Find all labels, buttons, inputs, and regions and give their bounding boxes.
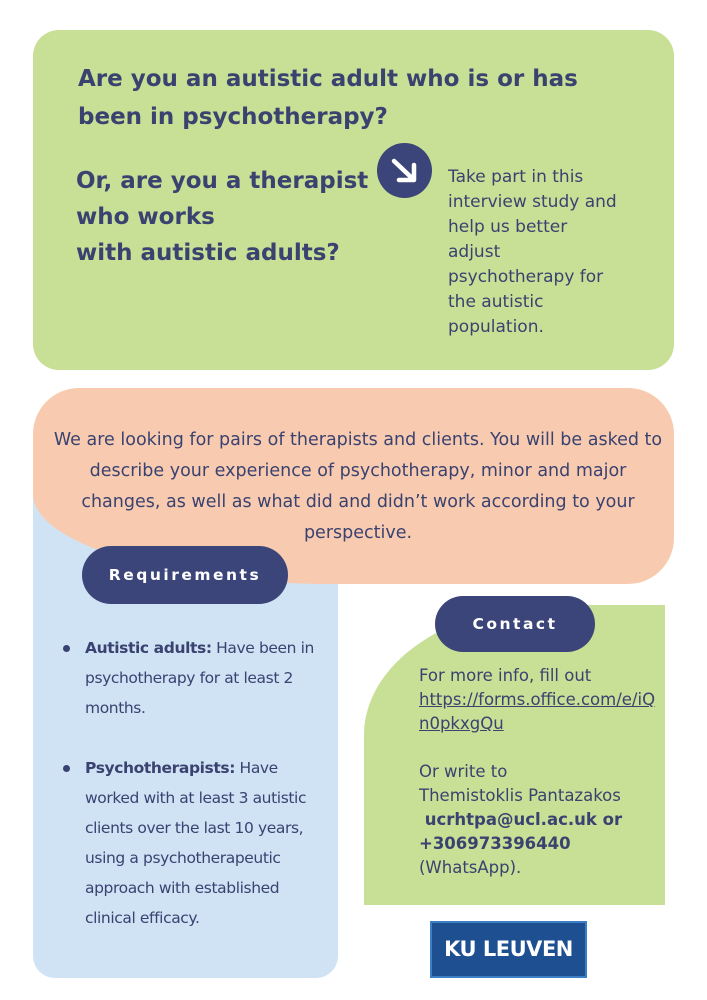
requirements-label: Requirements [82, 546, 288, 604]
requirement-text: Have been in psychotherapy for at least 2 months. [85, 639, 314, 717]
phone-note: (WhatsApp). [419, 858, 522, 877]
contact-email[interactable]: ucrhtpa@ucl.ac.uk [424, 810, 597, 829]
main-question-heading: Are you an autistic adult who is or has been in psychotherapy? [78, 66, 578, 130]
therapist-question-heading: Or, are you a therapist who works with autistic adults? [76, 168, 369, 266]
or-word: or [596, 810, 623, 829]
requirement-title: Autistic adults: [85, 639, 212, 657]
requirement-title: Psychotherapists: [85, 759, 236, 777]
write-prefix: Or write to [419, 762, 508, 781]
requirement-item-psychotherapists [60, 753, 330, 933]
contact-text [419, 664, 659, 880]
requirement-text: Have worked with at least 3 autistic clients over the last 10 years, using a psychotherapeutic approach with established clinical efficacy. [85, 759, 307, 927]
arrow-down-right-icon [377, 143, 432, 198]
contact-phone[interactable]: +306973396440 [419, 834, 571, 853]
ku-leuven-logo: KU LEUVEN [430, 921, 587, 978]
contact-label: Contact [435, 596, 595, 652]
intro-text: We are looking for pairs of therapists and clients. You will be asked to describe your experience of psychotherapy, minor and major changes, as well as what did and didn’t work according to your perspective. [53, 430, 663, 543]
requirements-list [60, 633, 330, 933]
contact-name: Themistoklis Pantazakos [419, 786, 621, 805]
requirement-item-autistic-adults [60, 633, 330, 723]
invite-text: Take part in this interview study and help us better adjust psychotherapy for the autistic population. [448, 167, 617, 337]
form-link[interactable]: https://forms.office.com/e/iQn0pkxgQu [419, 690, 656, 733]
info-prefix: For more info, fill out [419, 666, 592, 685]
